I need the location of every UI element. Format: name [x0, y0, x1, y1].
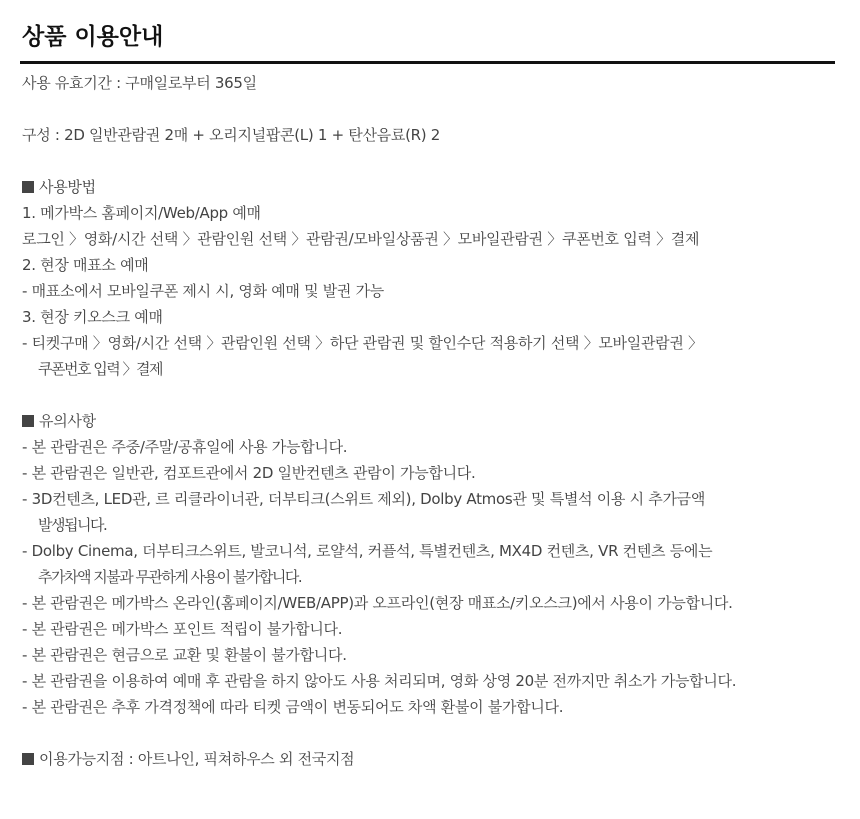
- square-bullet-icon: [22, 181, 34, 193]
- usage-heading: [22, 174, 852, 200]
- spacer: [22, 96, 852, 122]
- note-line: 발생됩니다.: [38, 516, 107, 534]
- square-bullet-icon: [22, 415, 34, 427]
- note-line: - 3D컨텐츠, LED관, 르 리클라이너관, 더부티크(스위트 제외), Dolby Atmos관 및 특별석 이용 시 추가금액: [22, 490, 706, 508]
- note-line: - 본 관람권은 주중/주말/공휴일에 사용 가능합니다.: [22, 438, 348, 456]
- note-line: - 본 관람권은 메가박스 포인트 적립이 불가합니다.: [22, 620, 343, 638]
- branches-text: [22, 746, 852, 772]
- note-line: 추가차액 지불과 무관하게 사용이 불가합니다.: [38, 568, 302, 586]
- page-title: 상품 이용안내: [22, 24, 164, 50]
- usage-line: 로그인 〉영화/시간 선택 〉관람인원 선택 〉관람권/모바일상품권 〉모바일관람권 〉쿠폰번호 입력 〉결제: [22, 230, 700, 248]
- note-line: - 본 관람권은 현금으로 교환 및 환불이 불가합니다.: [22, 646, 347, 664]
- spacer: [22, 148, 852, 174]
- note-line: - 본 관람권은 일반관, 컴포트관에서 2D 일반컨텐츠 관람이 가능합니다.: [22, 464, 476, 482]
- square-bullet-icon: [22, 753, 34, 765]
- spacer: [22, 382, 852, 408]
- usage-line: 2. 현장 매표소 예매: [22, 256, 149, 274]
- spacer: [22, 720, 852, 746]
- notes-heading-label: 유의사항: [39, 412, 96, 430]
- usage-line: - 매표소에서 모바일쿠폰 제시 시, 영화 예매 및 발권 가능: [22, 282, 384, 300]
- branches-label: 이용가능지점 : 아트나인, 픽쳐하우스 외 전국지점: [39, 750, 355, 768]
- note-line: - Dolby Cinema, 더부티크스위트, 발코니석, 로얄석, 커플석, 특별컨텐츠, MX4D 컨텐츠, VR 컨텐츠 등에는: [22, 542, 713, 560]
- note-line: - 본 관람권은 추후 가격정책에 따라 티켓 금액이 변동되어도 차액 환불이 불가합니다.: [22, 698, 564, 716]
- validity-text: 사용 유효기간 : 구매일로부터 365일: [22, 74, 257, 92]
- note-line: - 본 관람권은 메가박스 온라인(홈페이지/WEB/APP)과 오프라인(현장 매표소/키오스크)에서 사용이 가능합니다.: [22, 594, 733, 612]
- notes-heading: [22, 408, 852, 434]
- title-divider: [20, 61, 835, 64]
- usage-line: 1. 메가박스 홈페이지/Web/App 예매: [22, 204, 261, 222]
- composition-text: 구성 : 2D 일반관람권 2매 + 오리지널팝콘(L) 1 + 탄산음료(R) 2: [22, 126, 441, 144]
- usage-heading-label: 사용방법: [39, 178, 96, 196]
- product-info-content: [22, 70, 852, 772]
- usage-line: - 티켓구매 〉영화/시간 선택 〉관람인원 선택 〉하단 관람권 및 할인수단 적용하기 선택 〉모바일관람권 〉: [22, 334, 703, 352]
- note-line: - 본 관람권을 이용하여 예매 후 관람을 하지 않아도 사용 처리되며, 영화 상영 20분 전까지만 취소가 가능합니다.: [22, 672, 737, 690]
- usage-line: 3. 현장 키오스크 예매: [22, 308, 163, 326]
- usage-line: 쿠폰번호 입력 〉결제: [38, 360, 162, 378]
